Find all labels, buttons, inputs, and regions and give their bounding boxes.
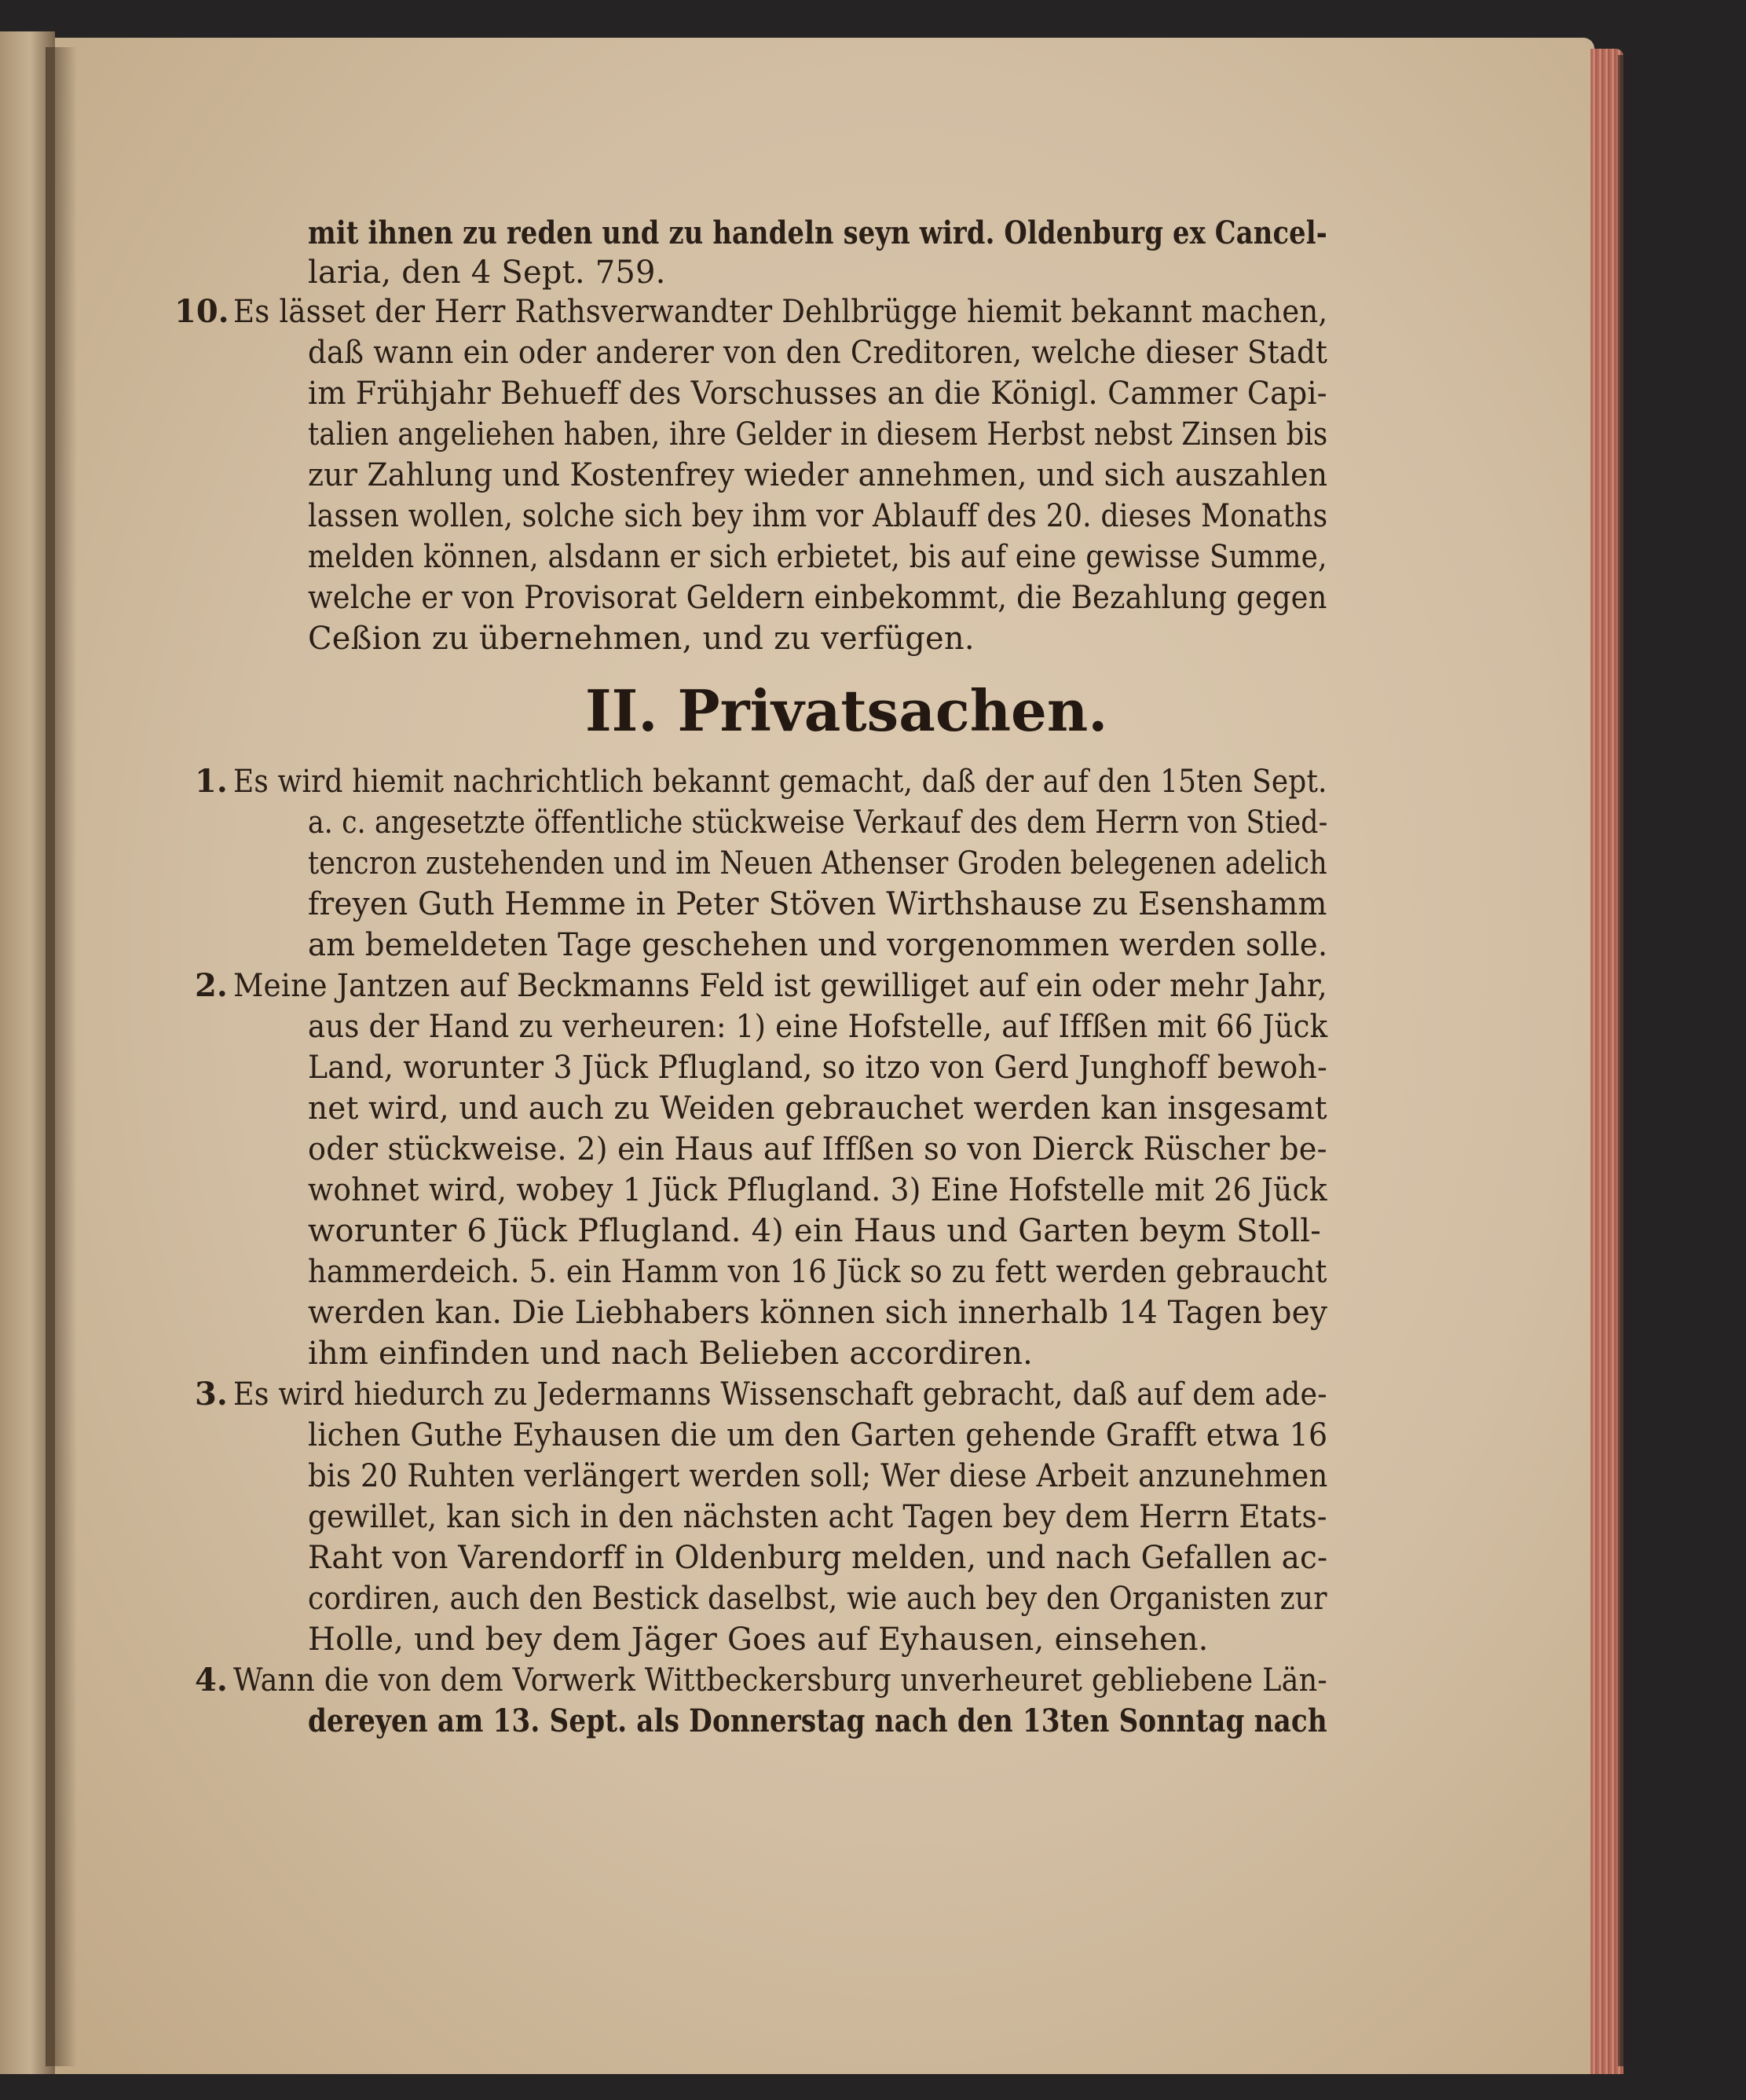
text-line: Holle, und bey dem Jäger Goes auf Eyhausen, einsehen.: [308, 1622, 1209, 1658]
item-number: 4.: [195, 1662, 228, 1699]
text-line: ihm einfinden und nach Belieben accordiren.: [308, 1336, 1034, 1372]
text-line: melden können, alsdann er sich erbietet, bis auf eine gewisse Summe,: [308, 539, 1327, 575]
text-line: net wird, und auch zu Weiden gebrauchet werden kan insgesamt: [308, 1090, 1327, 1127]
text-line: welche er von Provisorat Geldern einbekommt, die Bezahlung gegen: [308, 580, 1327, 616]
text-line: zur Zahlung und Kostenfrey wieder annehmen, und sich auszahlen: [308, 457, 1328, 493]
text-line: laria, den 4 Sept. 759.: [308, 255, 666, 291]
text-line: mit ihnen zu reden und zu handeln seyn wird. Oldenburg ex Cancel-: [308, 214, 1327, 251]
text-line: tencron zustehenden und im Neuen Athenser Groden belegenen adelich: [308, 845, 1327, 881]
text-line: Wann die von dem Vorwerk Wittbeckersburg unverheuret gebliebene Län-: [233, 1662, 1327, 1699]
text-line: bis 20 Ruhten verlängert werden soll; Wer diese Arbeit anzunehmen: [308, 1458, 1328, 1494]
text-line: oder stückweise. 2) ein Haus auf Iffßen so von Dierck Rüscher be-: [308, 1131, 1327, 1167]
text-line: talien angeliehen haben, ihre Gelder in diesem Herbst nebst Zinsen bis: [308, 416, 1328, 453]
item-number: 3.: [195, 1376, 228, 1413]
text-line: freyen Guth Hemme in Peter Stöven Wirthshause zu Esenshamm: [308, 886, 1327, 922]
text-line: Es lässet der Herr Rathsverwandter Dehlbrügge hiemit bekannt machen,: [233, 294, 1328, 330]
text-line: hammerdeich. 5. ein Hamm von 16 Jück so zu fett werden gebraucht: [308, 1254, 1327, 1290]
item-number: 1.: [195, 763, 228, 800]
text-line: Land, worunter 3 Jück Pflugland, so itzo von Gerd Junghoff bewoh-: [308, 1050, 1327, 1086]
text-line: worunter 6 Jück Pflugland. 4) ein Haus und Garten beym Stoll-: [308, 1213, 1321, 1249]
text-line: cordiren, auch den Bestick daselbst, wie auch bey den Organisten zur: [308, 1581, 1327, 1617]
item-number: 2.: [195, 967, 228, 1004]
text-line: am bemeldeten Tage geschehen und vorgenommen werden solle.: [308, 927, 1328, 963]
item-number: 10.: [174, 293, 229, 330]
section-heading: II. Privatsachen.: [585, 677, 1108, 744]
text-line: Meine Jantzen auf Beckmanns Feld ist gewilliget auf ein oder mehr Jahr,: [233, 968, 1327, 1004]
text-line: Raht von Varendorff in Oldenburg melden, und nach Gefallen ac-: [308, 1540, 1328, 1576]
text-line: dereyen am 13. Sept. als Donnerstag nach den 13ten Sonntag nach: [308, 1702, 1327, 1739]
text-line: daß wann ein oder anderer von den Creditoren, welche dieser Stadt: [308, 335, 1328, 371]
text-line: lassen wollen, solche sich bey ihm vor Ablauff des 20. dieses Monaths: [308, 498, 1328, 534]
text-line: aus der Hand zu verheuren: 1) eine Hofstelle, auf Iffßen mit 66 Jück: [308, 1009, 1328, 1045]
text-line: lichen Guthe Eyhausen die um den Garten gehende Grafft etwa 16: [308, 1417, 1328, 1453]
text-line: wohnet wird, wobey 1 Jück Pflugland. 3) Eine Hofstelle mit 26 Jück: [308, 1172, 1327, 1208]
text-line: Es wird hiemit nachrichtlich bekannt gemacht, daß der auf den 15ten Sept.: [233, 764, 1327, 800]
text-line: Es wird hiedurch zu Jedermanns Wissenschaft gebracht, daß auf dem ade-: [233, 1376, 1327, 1413]
text-line: a. c. angesetzte öffentliche stückweise Verkauf des dem Herrn von Stied-: [308, 804, 1328, 841]
text-line: werden kan. Die Liebhabers können sich innerhalb 14 Tagen bey: [308, 1295, 1328, 1331]
text-line: gewillet, kan sich in den nächsten acht Tagen bey dem Herrn Etats-: [308, 1499, 1327, 1535]
text-line: Ceßion zu übernehmen, und zu verfügen.: [308, 621, 975, 657]
text-line: im Frühjahr Behueff des Vorschusses an die Königl. Cammer Capi-: [308, 376, 1327, 412]
